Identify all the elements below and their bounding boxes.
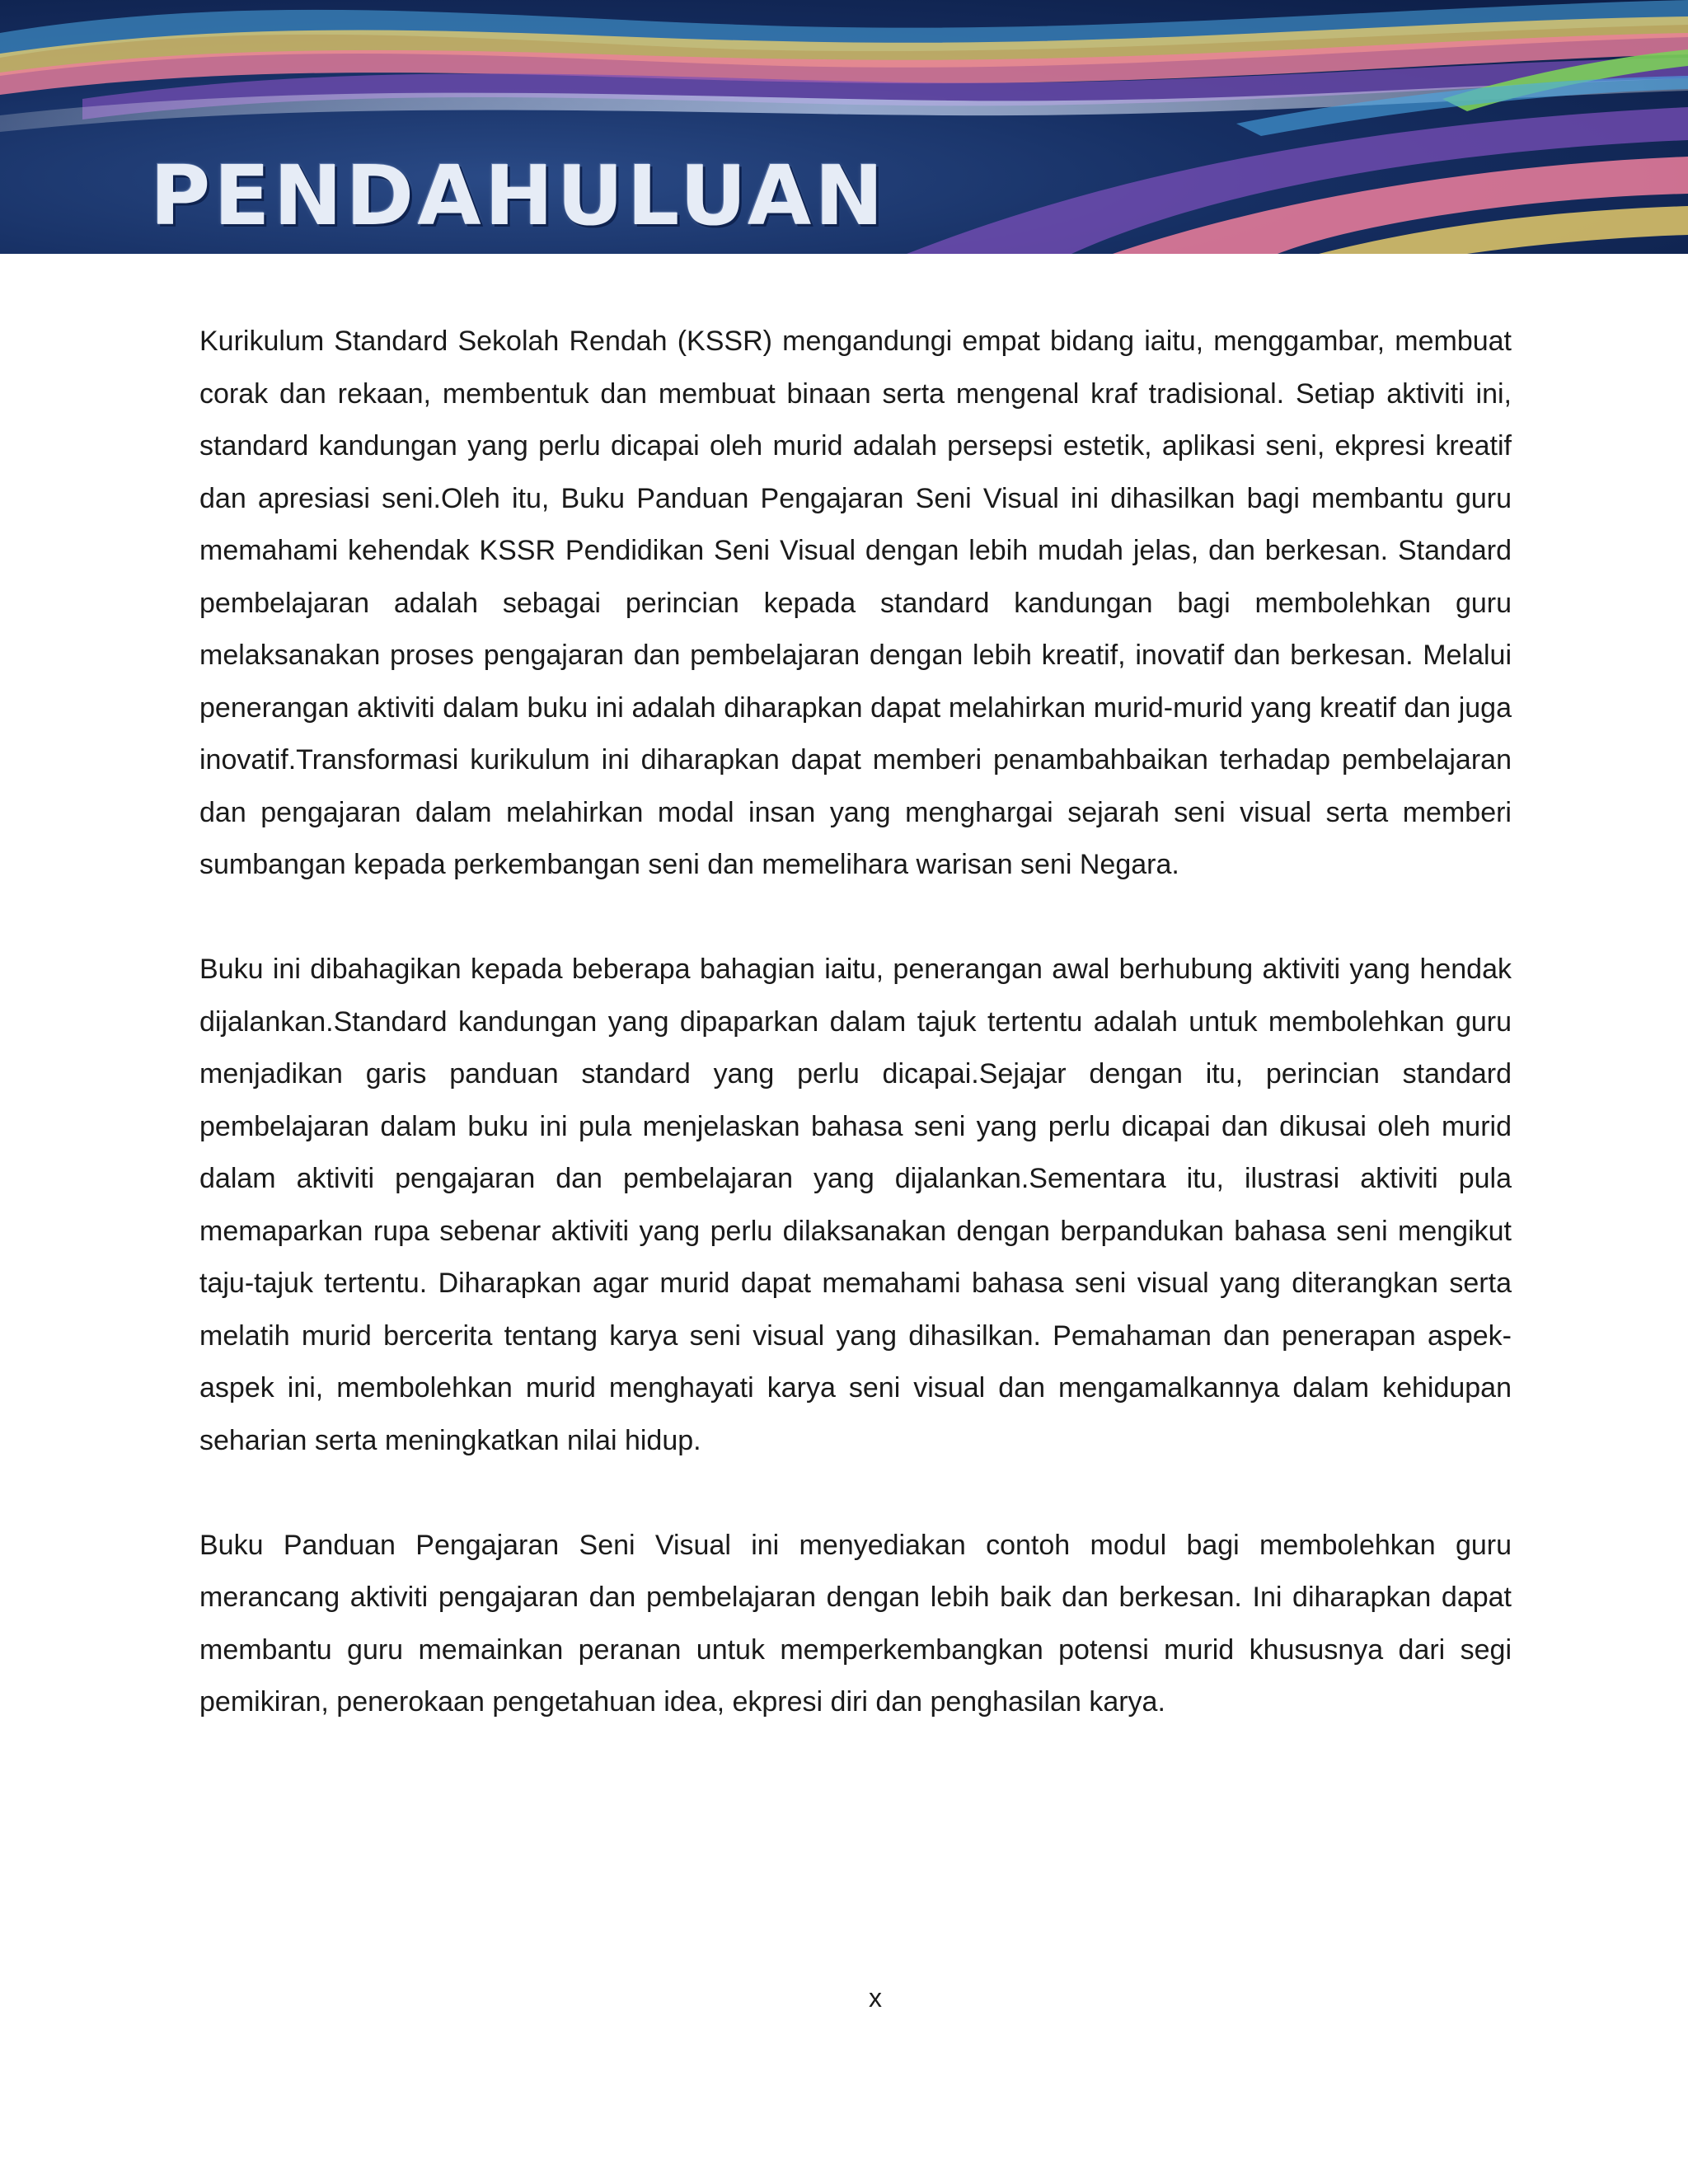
paragraph-structure: Buku ini dibahagikan kepada beberapa bahagian iaitu, penerangan awal berhubung aktiviti yang hendak dijalankan.Standard kandungan yang dipaparkan dalam tajuk tertentu adalah untuk membolehkan guru menjadikan garis panduan standard yang perlu dicapai.Sejajar dengan itu, perincian standard pembelajaran dalam buku ini pula menjelaskan bahasa seni yang perlu dicapai dan dikusai oleh murid dalam aktiviti pengajaran dan pembelajaran yang dijalankan.Sementara itu, ilustrasi aktiviti pula memaparkan rupa sebenar aktiviti yang perlu dilaksanakan dengan berpandukan bahasa seni mengikut taju-tajuk tertentu. Diharapkan agar murid dapat memahami bahasa seni visual yang diterangkan serta melatih murid bercerita tentang karya seni visual yang dihasilkan. Pemahaman dan penerapan aspek-aspek ini, membolehkan murid menghayati karya seni visual dan mengamalkannya dalam kehidupan seharian serta meningkatkan nilai hidup.: [199, 954, 1512, 1456]
paragraph-intro: Kurikulum Standard Sekolah Rendah (KSSR) mengandungi empat bidang iaitu, menggambar, membuat corak dan rekaan, membentuk dan membuat binaan serta mengenal kraf tradisional. Setiap aktiviti ini, standard kandungan yang perlu dicapai oleh murid adalah persepsi estetik, aplikasi seni, ekpresi kreatif dan apresiasi seni.Oleh itu, Buku Panduan Pengajaran Seni Visual ini dihasilkan bagi membantu guru memahami kehendak KSSR Pendidikan Seni Visual dengan lebih mudah jelas, dan berkesan. Standard pembelajaran adalah sebagai perincian kepada standard kandungan bagi membolehkan guru melaksanakan proses pengajaran dan pembelajaran dengan lebih kreatif, inovatif dan berkesan. Melalui penerangan aktiviti dalam buku ini adalah diharapkan dapat melahirkan murid-murid yang kreatif dan juga inovatif.Transformasi kurikulum ini diharapkan dapat memberi penambahbaikan terhadap pembelajaran dan pengajaran dalam melahirkan modal insan yang menghargai sejarah seni visual serta memberi sumbangan kepada perkembangan seni dan memelihara warisan seni Negara.: [199, 326, 1512, 880]
page-title: PENDAHULUAN: [150, 148, 887, 244]
page-number: x: [869, 1983, 882, 2013]
header-banner: [0, 0, 1688, 254]
body-text: [199, 316, 1512, 1729]
paragraph-purpose: Buku Panduan Pengajaran Seni Visual ini menyediakan contoh modul bagi membolehkan guru merancang aktiviti pengajaran dan pembelajaran dengan lebih baik dan berkesan. Ini diharapkan dapat membantu guru memainkan peranan untuk memperkembangkan potensi murid khususnya dari segi pemikiran, penerokaan pengetahuan idea, ekpresi diri dan penghasilan karya.: [199, 1529, 1512, 1718]
